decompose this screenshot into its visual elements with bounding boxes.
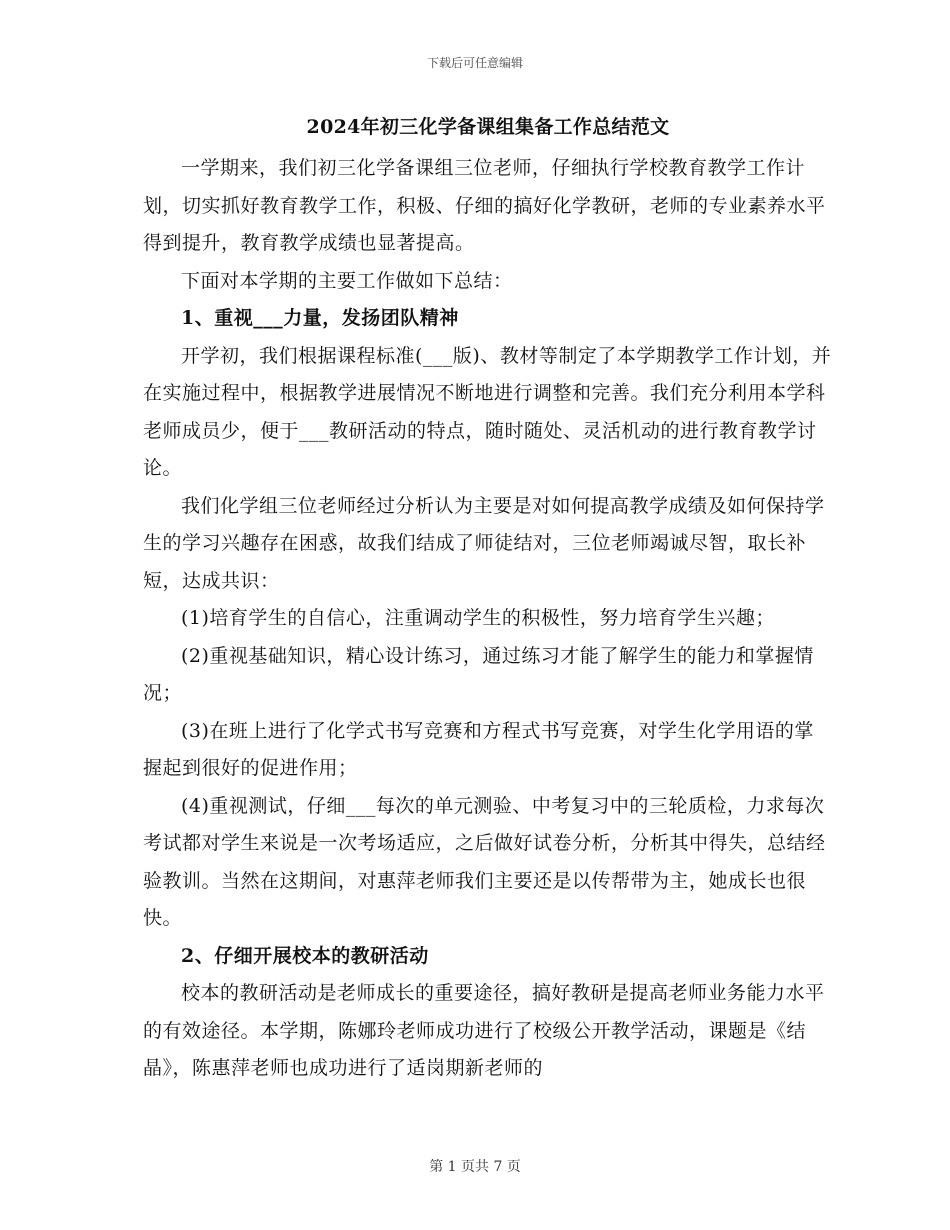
list-item: (1)培育学生的自信心，注重调动学生的积极性，努力培育学生兴趣； — [181, 607, 775, 629]
list-item: (3)在班上进行了化学式书写竞赛和方程式书写竞赛，对学生化学用语的掌握起到很好的促进作用； — [143, 719, 814, 779]
paragraph: 开学初，我们根据课程标准(___版)、教材等制定了本学期教学工作计划，并在实施过程中，根据教学进展情况不断地进行调整和完善。我们充分利用本学科老师成员少，便于___教研活动的特点，随时随处、灵活机动的进行教育教学讨论。 — [143, 344, 832, 479]
paragraph: 一学期来，我们初三化学备课组三位老师，仔细执行学校教育教学工作计划，切实抓好教育教学工作，积极、仔细的搞好化学教研，老师的专业素养水平得到提升，教育教学成绩也显著提高。 — [143, 157, 826, 254]
document-body — [143, 112, 833, 1088]
list-item: (2)重视基础知识，精心设计练习，通过练习才能了解学生的能力和掌握情况； — [143, 644, 814, 704]
page-footer: 第 1 页共 7 页 — [429, 1159, 521, 1175]
header-note: 下载后可任意编辑 — [426, 56, 523, 70]
list-item: (4)重视测试，仔细___每次的单元测验、中考复习中的三轮质检，力求每次考试都对学生来说是一次考场适应，之后做好试卷分析，分析其中得失，总结经验教训。当然在这期间，对惠萍老师我们主要还是以传帮带为主，她成长也很快。 — [143, 794, 826, 929]
paragraph: 下面对本学期的主要工作做如下总结： — [181, 269, 513, 292]
paragraph: 我们化学组三位老师经过分析认为主要是对如何提高教学成绩及如何保持学生的学习兴趣存在困惑，故我们结成了师徒结对，三位老师竭诚尽智，取长补短，达成共识： — [143, 494, 825, 592]
section-heading: 1、重视___力量，发扬团队精神 — [181, 307, 459, 329]
section-heading: 2、仔细开展校本的教研活动 — [181, 944, 429, 967]
paragraph: 校本的教研活动是老师成长的重要途径，搞好教研是提高老师业务能力水平的有效途径。本学期，陈娜玲老师成功进行了校级公开教学活动，课题是《结晶》，陈惠萍老师也成功进行了适岗期新老师的 — [143, 982, 825, 1079]
document-title: 2024年初三化学备课组集备工作总结范文 — [306, 116, 670, 138]
